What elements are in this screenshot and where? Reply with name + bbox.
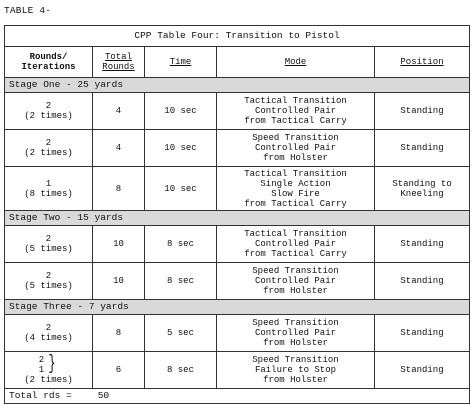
table-row — [5, 315, 470, 352]
table-row — [5, 167, 470, 211]
table-row — [5, 263, 470, 300]
rounds-mid: 1 — [38, 365, 45, 375]
cell-position: Standing to Kneeling — [375, 167, 470, 211]
table-row — [5, 226, 470, 263]
cell-position: Standing — [375, 315, 470, 352]
qualification-table — [4, 25, 470, 404]
cell-position: Standing — [375, 93, 470, 130]
rounds-top: 2 — [38, 355, 45, 365]
cell-time: 5 sec — [145, 315, 217, 352]
cell-total: 6 — [93, 352, 145, 389]
cell-position: Standing — [375, 226, 470, 263]
cell-position: Standing — [375, 352, 470, 389]
total-label: Total rds = — [9, 390, 72, 401]
cell-time: 8 sec — [145, 352, 217, 389]
brace-icon: } — [48, 353, 56, 376]
cell-mode: Tactical Transition Single Action Slow Fire from Tactical Carry — [217, 167, 375, 211]
header-rounds-iterations: Rounds/ Iterations — [5, 47, 93, 78]
cell-position: Standing — [375, 130, 470, 167]
table-row — [5, 352, 470, 389]
cell-time: 10 sec — [145, 167, 217, 211]
header-mode: Mode — [217, 47, 375, 78]
cell-total: 8 — [93, 167, 145, 211]
cell-time: 8 sec — [145, 263, 217, 300]
cell-position: Standing — [375, 263, 470, 300]
cell-total: 10 — [93, 226, 145, 263]
cell-rounds — [5, 352, 93, 389]
cell-total: 4 — [93, 93, 145, 130]
cell-mode: Speed Transition Controlled Pair from Holster — [217, 263, 375, 300]
header-time: Time — [145, 47, 217, 78]
cell-rounds: 2 (2 times) — [5, 93, 93, 130]
cell-mode: Tactical Transition Controlled Pair from Tactical Carry — [217, 93, 375, 130]
stage-three-label: Stage Three - 7 yards — [5, 300, 470, 315]
cell-mode: Tactical Transition Controlled Pair from Tactical Carry — [217, 226, 375, 263]
cell-mode: Speed Transition Controlled Pair from Holster — [217, 130, 375, 167]
stage-two-label: Stage Two - 15 yards — [5, 211, 470, 226]
cell-mode: Speed Transition Failure to Stop from Holster — [217, 352, 375, 389]
header-position: Position — [375, 47, 470, 78]
total-value: 50 — [97, 390, 110, 401]
table-title: CPP Table Four: Transition to Pistol — [5, 26, 470, 47]
cell-time: 10 sec — [145, 130, 217, 167]
table-row — [5, 93, 470, 130]
cell-total: 10 — [93, 263, 145, 300]
stage-one-label: Stage One - 25 yards — [5, 78, 470, 93]
cell-rounds: 1 (8 times) — [5, 167, 93, 211]
cell-rounds: 2 (2 times) — [5, 130, 93, 167]
page-label: TABLE 4- — [4, 5, 52, 16]
cell-rounds: 2 (5 times) — [5, 263, 93, 300]
cell-time: 8 sec — [145, 226, 217, 263]
header-total-rounds: Total Rounds — [93, 47, 145, 78]
cell-total: 8 — [93, 315, 145, 352]
cell-rounds: 2 (5 times) — [5, 226, 93, 263]
cell-total: 4 — [93, 130, 145, 167]
table-row — [5, 130, 470, 167]
rounds-bottom: (2 times) — [24, 375, 73, 385]
cell-mode: Speed Transition Controlled Pair from Holster — [217, 315, 375, 352]
cell-rounds: 2 (4 times) — [5, 315, 93, 352]
total-rounds-row — [5, 389, 470, 404]
cell-time: 10 sec — [145, 93, 217, 130]
